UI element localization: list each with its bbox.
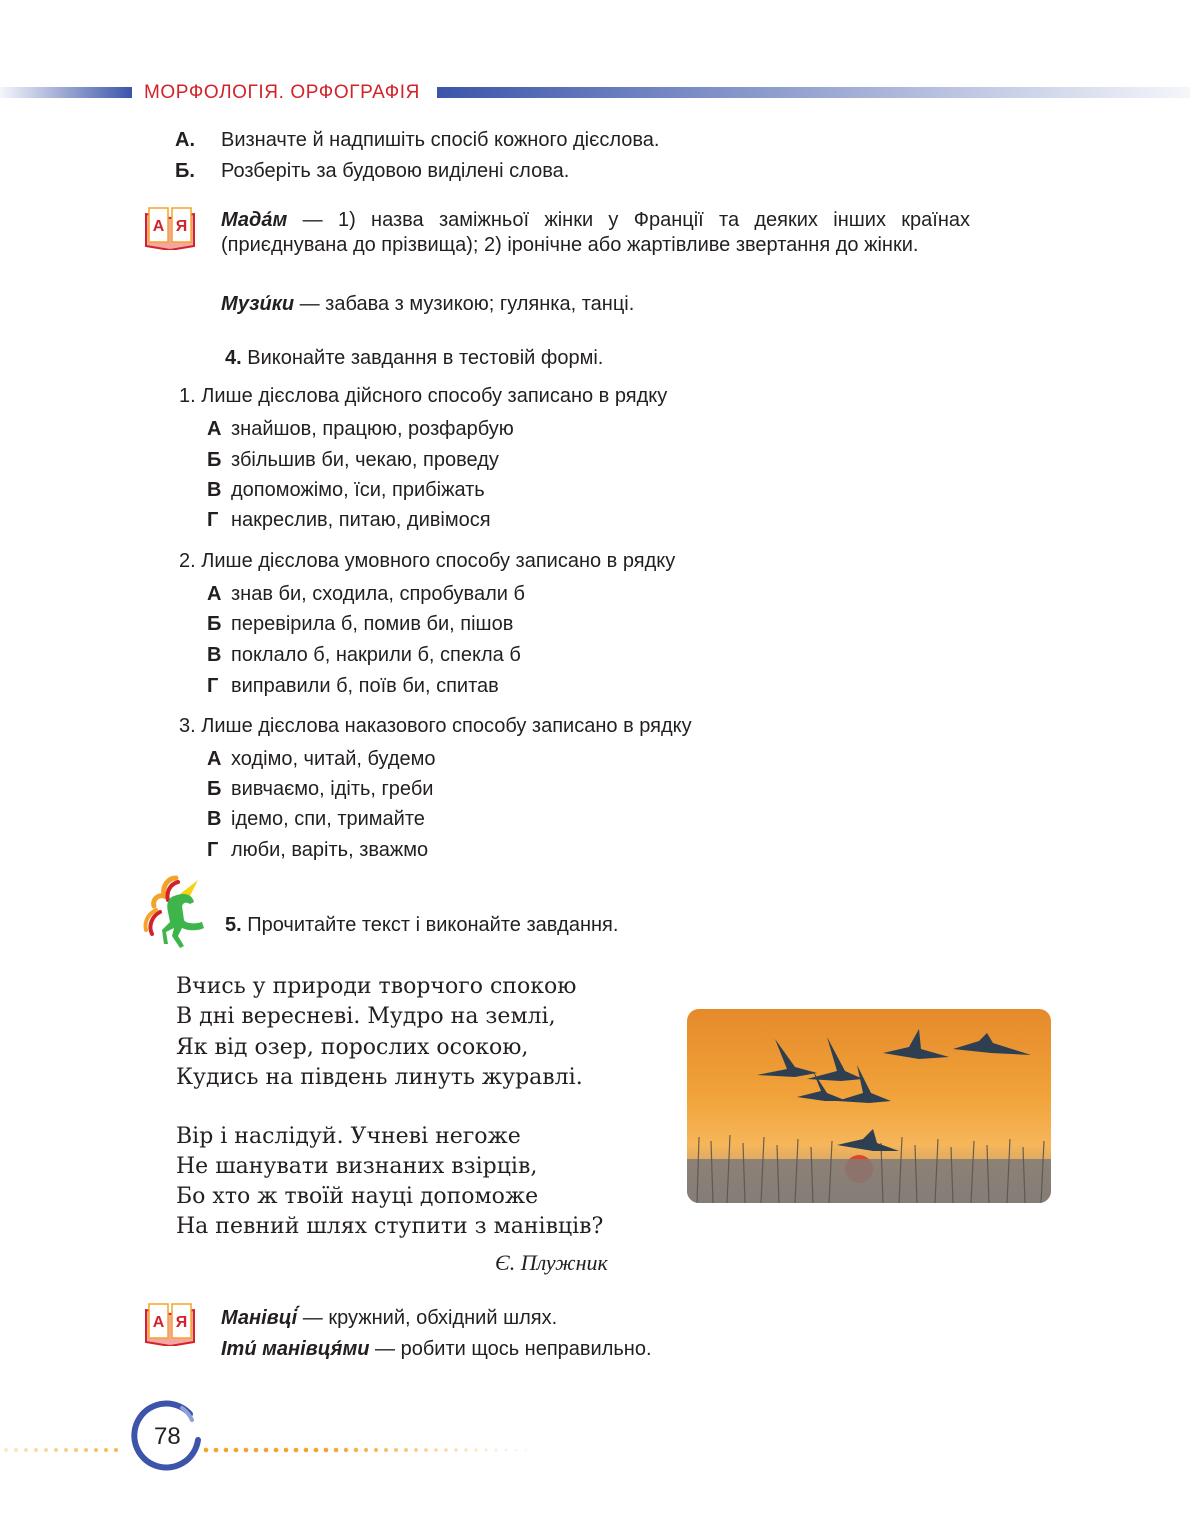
option [207, 507, 491, 533]
option [207, 776, 433, 802]
cranes-sunset-illustration [687, 1009, 1051, 1203]
poem-line: Вчись у природи творчого спокою [176, 974, 577, 999]
dictionary-book-icon [143, 206, 197, 250]
poem-line: На певний шлях ступити з манівців? [176, 1214, 604, 1239]
dictionary-entry-muzyky [221, 292, 634, 317]
exercise-4-heading [225, 345, 603, 371]
option-text: перевірила б, помив би, пішов [231, 613, 514, 635]
option-letter: В [207, 808, 222, 830]
option-text: люби, варіть, зважмо [231, 839, 429, 861]
option-text: збільшив би, чекаю, проведу [231, 449, 499, 471]
option-text: допоможімо, їси, прибіжать [231, 479, 485, 501]
option-letter: Б [207, 613, 222, 635]
svg-text:Я: Я [175, 218, 188, 235]
question-3: 3. Лише дієслова наказового способу записано в рядку [179, 715, 692, 737]
page-number: 78 [154, 1423, 181, 1450]
entry-definition: — 1) назва заміжньої жінки у Франції та деяких інших країнах (приєднувана до прізвища); 2) іронічне або жартівливе звертання до жінки. [221, 209, 970, 256]
poem-line: Не шанувати визнаних взірців, [176, 1154, 538, 1179]
exercise-5-heading [225, 912, 618, 938]
poem-author: Є. Плужник [495, 1250, 608, 1275]
dictionary-book-icon [143, 1302, 197, 1346]
dictionary-entry-manivtsi [221, 1306, 557, 1331]
task-letter: Б. [175, 160, 195, 182]
option-text: виправили б, поїв би, спитав [231, 675, 499, 697]
entry-definition: — робити щось неправильно. [369, 1338, 652, 1360]
option-text: накреслив, питаю, дивімося [231, 509, 491, 531]
svg-text:Я: Я [175, 1314, 188, 1331]
entry-term: Музи́ки [221, 293, 295, 315]
task-text: Визначте й надпишіть спосіб кожного дієслова. [221, 129, 660, 151]
question-2: 2. Лише дієслова умовного способу записано в рядку [179, 550, 676, 572]
option [207, 806, 425, 832]
footer-dotted-line [0, 1446, 600, 1454]
option-letter: Г [207, 839, 219, 861]
option-letter: Г [207, 509, 219, 531]
task-b [175, 158, 569, 184]
option [207, 673, 499, 699]
cranes-sunset-photo [687, 1009, 1051, 1203]
option [207, 611, 513, 637]
poem-line: Як від озер, порослих осокою, [176, 1035, 529, 1060]
entry-term: Іти́ манівця́ми [221, 1338, 370, 1360]
option [207, 581, 525, 607]
option-letter: Г [207, 675, 219, 697]
exercise-instruction: Прочитайте текст і виконайте завдання. [247, 914, 619, 936]
option [207, 642, 521, 668]
poem-line: В дні вересневі. Мудро на землі, [176, 1004, 556, 1029]
option [207, 477, 485, 503]
question-1: 1. Лише дієслова дійсного способу записано в рядку [179, 385, 668, 407]
entry-definition: — кружний, обхідний шлях. [297, 1307, 558, 1329]
option-letter: В [207, 479, 222, 501]
option-letter: Б [207, 449, 222, 471]
header-bar-right [437, 87, 1190, 98]
option [207, 416, 514, 442]
entry-definition: — забава з музикою; гулянка, танці. [294, 293, 635, 315]
option-letter: А [207, 418, 222, 440]
dictionary-entry-ity-manivtsiamy [221, 1337, 652, 1362]
exercise-number: 5. [225, 914, 242, 936]
poem-line: Вір і наслідуй. Учневі негоже [176, 1124, 521, 1149]
dictionary-entry-madam [221, 208, 970, 258]
unicorn-icon [140, 872, 220, 960]
option [207, 837, 428, 863]
task-a [175, 127, 659, 153]
option-text: вивчаємо, ідіть, греби [231, 778, 434, 800]
task-letter: А. [175, 129, 195, 151]
option-letter: А [207, 748, 222, 770]
option-letter: В [207, 644, 222, 666]
option-text: знав би, сходила, спробували б [231, 583, 525, 605]
option [207, 447, 499, 473]
exercise-instruction: Виконайте завдання в тестовій формі. [247, 347, 604, 369]
svg-text:А: А [152, 1314, 165, 1331]
poem-line: Бо хто ж твоїй науці допоможе [176, 1184, 539, 1209]
option-letter: А [207, 583, 222, 605]
entry-term: Мада́м [221, 209, 288, 231]
poem-line: Кудись на південь линуть журавлі. [176, 1065, 583, 1090]
entry-term: Манівці́ [221, 1307, 298, 1329]
svg-text:А: А [152, 218, 165, 235]
option-text: ідемо, спи, тримайте [231, 808, 425, 830]
option-text: знайшов, працюю, розфарбую [231, 418, 514, 440]
option [207, 746, 436, 772]
option-text: ходімо, читай, будемо [231, 748, 436, 770]
header-bar-left [0, 87, 132, 98]
option-letter: Б [207, 778, 222, 800]
section-title: МОРФОЛОГІЯ. ОРФОГРАФІЯ [144, 82, 421, 103]
exercise-number: 4. [225, 347, 242, 369]
task-text: Розберіть за будовою виділені слова. [221, 160, 570, 182]
option-text: поклало б, накрили б, спекла б [231, 644, 521, 666]
